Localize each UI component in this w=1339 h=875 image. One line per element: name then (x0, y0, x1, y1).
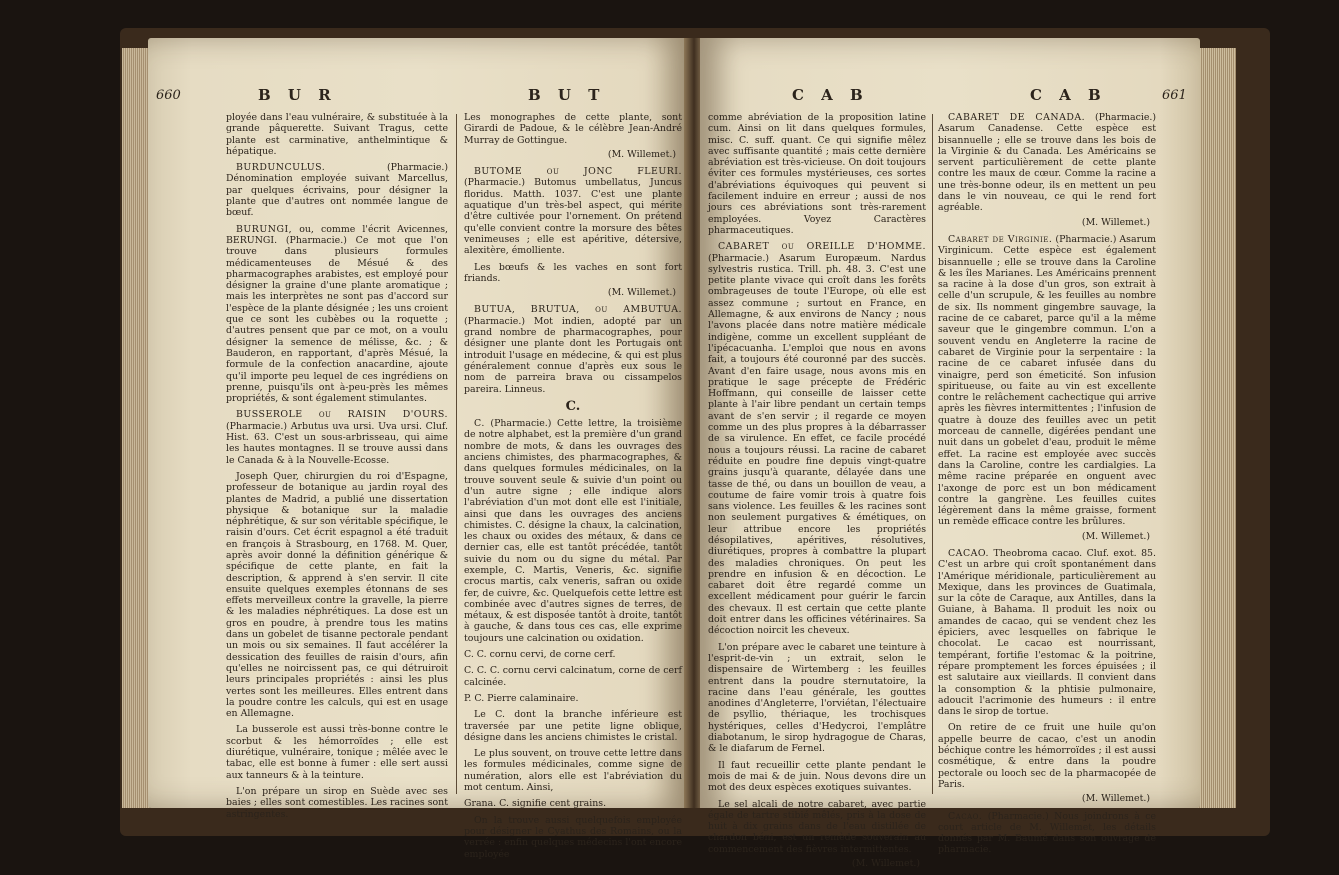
entry-headword: C. (474, 418, 485, 430)
text-paragraph: P. C. Pierre calaminaire. (464, 692, 579, 704)
entry-headword: CACAO. (948, 547, 990, 559)
text-paragraph: Grana. C. signifie cent grains. (464, 798, 607, 810)
author-signature: (M. Willemet.) (607, 287, 676, 299)
entry-text: (Pharmacie.) Asarum Canadense. Cette espèce est bisannuelle ; elle se trouve dans les bois de la Virginie & du Canada. Les Américains se servent particulièrement de cette plante contre les maux de cœur. Comme la racine a une très-bonne odeur, ils en mettent un peu dans le vin nouveau, ce qui le rend fort agréable. (938, 112, 1156, 214)
entry-text: (Pharmacie.) Mot indien, adopté par un grand nombre de pharmacographes, pour désigner une plante dont les Portugais ont introduit l'usage en médecine, & qui est plus généralement connue d'après eux sous le nom de parreira brava ou cissampelos pareira. Linneus. (464, 315, 682, 395)
entry-text: Theobroma cacao. Cluf. exot. 85. C'est un arbre qui croît spontanément dans l'Amérique méridionale, particulièrement au Mexique, dans les provinces de Guatimala, sur la côte de Caraque, aux Antilles, dans la Guiane, à Bahama. Il produit les noix ou amandes de cacao, qui se vendent chez les épiciers, avec lesquelles on fabrique le chocolat. Le cacao est nourrissant, tempérant, fortifie l'estomac & la poitrine, répare promptement les forces épuisées ; il est salutaire aux vieillards. Il convient dans la consomption & la phtisie pulmonaire, adoucit l'acrimonie des humeurs : il entre dans le sirop de tortue. (938, 547, 1156, 718)
entry-paragraph (226, 162, 448, 218)
right-column-1 (708, 112, 926, 875)
entry-paragraph (464, 166, 682, 256)
author-signature: (M. Willemet.) (1081, 793, 1150, 805)
left-page-edges (122, 48, 150, 808)
text-paragraph: On retire de ce fruit une huile qu'on appelle beurre de cacao, c'est un anodin béchique contre les hémorroïdes ; il est aussi cosmétique, & entre dans la poudre pectorale ou looch sec de la pharmacopée de Paris. (938, 722, 1156, 790)
left-running-head-1: B U R (258, 86, 337, 104)
entry-paragraph (464, 304, 682, 394)
left-page (148, 38, 688, 860)
entry-headword: Cabaret de Virginie. (948, 233, 1053, 245)
left-page-number: 660 (156, 88, 181, 103)
entry-text: (Pharmacie.) Asarum Europæum. Nardus sylvestris rustica. Trill. ph. 48. 3. C'est une petite plante vivace qui croît dans les forêts ombrageuses de toute l'Europe, où elle est assez commune ; surtout en France, en Allemagne, & aux environs de Nancy ; nous l'avons placée dans notre matière médicale indigène, comme un excellent suppléant de l'ipécacuanha. L'emploi que nous en avons fait, a toujours été couronné par des succès. Avant d'en faire usage, nous avons mis en pratique le sage précepte de Frédéric Hoffmann, qui conseille de laisser cette plante à l'air libre pendant un certain temps avant de s'en servir ; il regarde ce moyen comme un des plus propres à la débarrasser de sa virulence. En effet, ce facile procédé nous a toujours réussi. La racine de cabaret réduite en poudre fine depuis vingt-quatre grains jusqu'à quarante, délayée dans une tasse de thé, ou dans un bouillon de veau, a coutume de faire vomir trois à quatre fois sans violence. Les feuilles & les racines sont non seulement purgatives & émétiques, on leur attribue encore les propriétés désopilatives, apéritives, résolutives, diurétiques, propres à combattre la plupart des maladies chroniques. On peut les prendre en infusion & en décoction. Le cabaret doit être regardé comme un excellent médicament pour guérir le farcin des chevaux. Il est certain que cette plante doit entrer dans les officines vétérinaires. Sa décoction noircit les cheveux. (708, 252, 926, 637)
right-page-number: 661 (1162, 88, 1187, 103)
entry-headword: BUTOME ou JONC FLEURI. (474, 166, 682, 178)
text-paragraph: Le C. dont la branche inférieure est traversée par une petite ligne oblique, désigne dans les anciens chimistes le cristal. (464, 709, 682, 743)
text-paragraph: La busserole est aussi très-bonne contre le scorbut & les hémorroïdes ; elle est diurétique, vulnéraire, tonique ; mêlée avec le tabac, elle est bonne à fumer : elle sert aussi aux tanneurs & à la teinture. (226, 724, 448, 781)
entry-text: (Pharmacie.) Cette lettre, la troisième de notre alphabet, est la première d'un grand nombre de mots, & dans les ouvrages des anciens chimistes, des pharmacographes, & dans quelques formules médicinales, on la trouve souvent seule & suivie d'un point ou d'un autre signe ; elle indique alors l'abréviation d'un mot dont elle est l'initiale, ainsi que dans les ouvrages des anciens chimistes. C. désigne la chaux, la calcination, les chaux ou oxides des métaux, & dans ce dernier cas, elle est tantôt précédée, tantôt suivie du nom ou du signe du métal. Par exemple, C. Martis, Veneris, &c. signifie crocus martis, calx veneris, safran ou oxide fer, de cuivre, &c. Quelquefois cette lettre est combinée avec d'autres signes de terres, de métaux, & est disposée tantôt à droite, tantôt à gauche, & dans tous ces cas, elle exprime toujours une calcination ou oxidation. (464, 418, 682, 644)
right-page-edges (1196, 48, 1236, 808)
text-paragraph: comme abréviation de la proposition latine cum. Ainsi on lit dans quelques formules, misc. C. suff. quant. Ce qui signifie mêlez avec suffisante quantité ; mais cette dernière abréviation est très-vicieuse. On doit toujours éviter ces formules mystérieuses, ces sortes d'abréviations équivoques qui peuvent si facilement induire en erreur ; aussi de nos jours ces abréviations sont très-rarement employées. Voyez Caractères pharmaceutiques. (708, 112, 926, 236)
entry-paragraph (464, 418, 682, 644)
entry-paragraph (226, 224, 448, 405)
entry-text: (Pharmacie.) Arbutus uva ursi. Uva ursi. Cluf. Hist. 63. C'est un sous-arbrisseau, qui aime les hautes montagnes. Il se trouve aussi dans le Canada & à la Nouvelle-Ecosse. (226, 420, 448, 466)
text-paragraph: Le plus souvent, on trouve cette lettre dans les formules médicinales, comme signe de numération, alors elle est l'abréviation du mot centum. Ainsi, (464, 748, 682, 794)
entry-headword: CABARET ou OREILLE D'HOMME. (718, 241, 926, 253)
text-paragraph: Les bœufs & les vaches en sont fort friands. (464, 261, 682, 284)
entry-headword: CABARET DE CANADA. (948, 112, 1086, 123)
text-paragraph: Joseph Quer, chirurgien du roi d'Espagne, professeur de botanique au jardin royal des plantes de Madrid, a publié une dissertation physique & botanique sur la maladie néphrétique, & sur son véritable spécifique, le raisin d'ours. Cet écrit espagnol a été traduit en françois à Strasbourg, en 1768. M. Quer, après avoir donné la définition générique & spécifique de cette plante, en fait la description, & apprend à s'en servir. Il cite ensuite quelques exemples étonnans de ses effets merveilleux contre la gravelle, la pierre & les maladies néphrétiques. La dose est un gros en poudre, à prendre tous les matins dans un gobelet de tisanne pectorale pendant un mois ou six semaines. Il faut accélérer la dessication des feuilles de raisin d'ours, afin qu'elles ne noircissent pas, ce qui détruiroit leurs principales propriétés : ainsi les plus vertes sont les meilleures. Elles entrent dans la poudre contre les calculs, qui est en usage en Allemagne. (226, 470, 448, 720)
right-running-head-2: C A B (1030, 86, 1107, 104)
text-paragraph: L'on prépare un sirop en Suède avec ses baies ; elles sont comestibles. Les racines sont astringentes. (226, 785, 448, 820)
entry-headword: BUSSEROLE ou RAISIN D'OURS. (236, 409, 448, 421)
text-paragraph: L'on prépare avec le cabaret une teinture à l'esprit-de-vin ; un extrait, selon le dispensaire de Wirtemberg : les feuilles entrent dans la poudre sternutatoire, la racine dans l'eau générale, les gouttes anodines d'Angleterre, l'orviétan, l'électuaire de psyllio, thériaque, les trochisques hystériques, celles d'Hedycroi, l'emplâtre diabotanum, le sirop hydragogue de Charas, & le diafarum de Fernel. (708, 641, 926, 755)
text-paragraph: Les monographes de cette plante, sont Girardi de Padoue, & le célèbre Jean-André Murray de Gottingue. (464, 112, 682, 146)
author-signature: (M. Willemet.) (1081, 530, 1150, 542)
right-column-2 (938, 112, 1156, 861)
text-paragraph: Il faut recueillir cette plante pendant le mois de mai & de juin. Nous devons dire un mot des deux espèces exotiques suivantes. (708, 759, 926, 794)
author-signature: (M. Willemet.) (1081, 216, 1150, 228)
entry-headword: BUTUA, BRUTUA, ou AMBUTUA. (474, 304, 682, 316)
entry-paragraph (938, 811, 1156, 856)
text-paragraph: On la trouve aussi quelquefois employée pour désigner le Cyathus des Romains, ou la verrée : enfin quelques médecins l'ont encore employée (464, 814, 682, 860)
entry-text: (Pharmacie.) Butomus umbellatus, Juncus floridus. Matth. 1037. C'est une plante aquatique d'un très-bel aspect, qui mérite d'être cultivée pour l'ornement. On prétend qu'elle convient contre la morsure des bêtes venimeuses ; elle est apéritive, détersive, alexitère, émolliente. (464, 177, 682, 257)
entry-headword: BURUNGI, (236, 223, 293, 235)
entry-headword: BURDUNCULUS. (236, 162, 326, 174)
author-signature: (M. Willemet.) (851, 858, 920, 869)
entry-headword: Cacao. (948, 810, 983, 822)
column-rule (932, 114, 933, 794)
author-signature: (M. Willemet.) (607, 148, 676, 160)
column-rule (456, 114, 457, 794)
entry-text: ou, comme l'écrit Avicennes, BERUNGI. (Pharmacie.) Ce mot que l'on trouve dans plusieurs formules médicamenteuses de Mésué & des pharmacographes arabistes, est employé pour désigner la graine d'une plante aromatique ; mais les interprètes ne sont pas d'accord sur l'espèce de la plante désignée ; les uns croient que ce sont les cubèbes ou la roquette ; d'autres pensent que par ce mot, on a voulu désigner la semence de mélisse, &c. ; & Bauderon, en rapportant, d'après Mésué, la formule de la confection anacardine, ajoute qu'il importe peu lequel de ces ingrédiens on prenne, puisqu'ils ont à-peu-près les mêmes propriétés, & sont également stimulantes. (226, 223, 448, 405)
section-letter: C. (565, 398, 581, 414)
right-page (700, 38, 1200, 869)
text-paragraph: ployée dans l'eau vulnéraire, & substituée à la grande pâquerette. Suivant Tragus, cette plante est carminative, anthelmintique & hépatique. (226, 112, 448, 157)
left-running-head-2: B U T (528, 86, 606, 104)
entry-text: (Pharmacie.) Dénomination employée suivant Marcellus, par quelques écrivains, pour désigner la plante que d'autres ont nommée langue de bœuf. (226, 162, 448, 219)
text-paragraph: Le sel alcali de notre cabaret, avec partie égale de tartre stibié mêlés, pris à la dose de huit à dix grains dans de l'eau distillée de chardon béni, est un remède souverain au commencement des fièvres intermittentes. (708, 798, 926, 855)
entry-paragraph (938, 234, 1156, 528)
text-paragraph: C. C. C. cornu cervi calcinatum, corne de cerf calcinée. (464, 665, 682, 688)
left-column-2 (464, 112, 682, 865)
entry-paragraph (226, 409, 448, 465)
entry-text: (Pharmacie.) Asarum Virginicum. Cette espèce est également bisannuelle ; elle se trouve dans la Caroline & les îles Marianes. Les Américains prennent sa racine à la dose d'un gros, son extrait à celle d'un scrupule, & les feuilles au nombre de six. Ils nomment gingembre sauvage, la racine de ce cabaret, parce qu'il a la même saveur que le gingembre commun. L'on a souvent vendu en Angleterre la racine de cabaret de Virginie pour la serpentaire : la racine de ce cabaret infusée dans du vinaigre, perd son émeticité. Son infusion spiritueuse, ou faite au vin est excellente contre le relâchement cachectique qui arrive après les fièvres intermittentes ; l'infusion de quatre à douze des feuilles avec un petit morceau de cannelle, digérées pendant une nuit dans un gobelet d'eau, produit le même effet. La racine est employée avec succès dans la Caroline, contre les cardialgies. La même racine préparée en onguent avec l'axonge de porc est un bon médicament contre la gangrène. Les feuilles cuites légèrement dans la même graisse, forment un remède efficace contre les brûlures. (938, 233, 1156, 528)
entry-paragraph (938, 112, 1156, 214)
left-column-1 (226, 112, 448, 825)
entry-paragraph (708, 241, 926, 636)
text-paragraph: C. C. cornu cervi, de corne cerf. (464, 649, 616, 661)
entry-text: (Pharmacie.) Nous joindrons à ce court article de M. Willemet, les détails donnés par M. Baumé dans son ouvrage de pharmacie. (938, 810, 1156, 856)
entry-paragraph (938, 548, 1156, 717)
right-running-head-1: C A B (792, 86, 869, 104)
